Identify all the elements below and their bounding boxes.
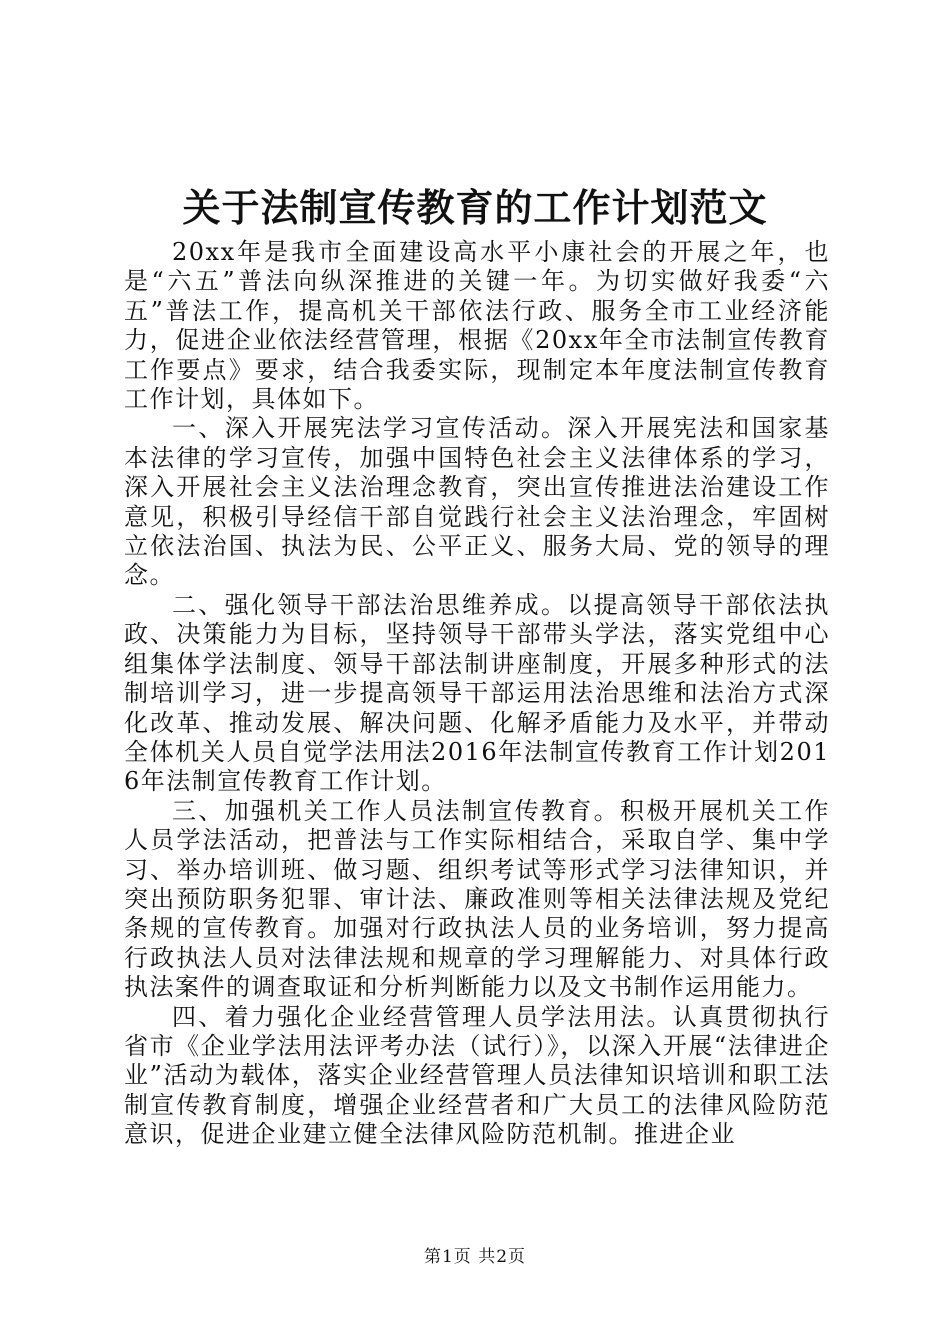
section-3-paragraph: 三、加强机关工作人员法制宣传教育。积极开展机关工作人员学法活动，把普法与工作实际相结合，采取自学、集中学习、举办培训班、做习题、组织考试等形式学习法律知识，并突出预防职务犯罪、审计法、廉政准则等相关法律法规及党纪条规的宣传教育。加强对行政执法人员的业务培训，努力提高行政执法人员对法律法规和规章的学习理解能力、对具体行政执法案件的调查取证和分析判断能力以及文书制作运用能力。 [124, 796, 830, 1002]
page-number-footer: 第1页 共2页 [423, 1247, 527, 1267]
section-1-paragraph: 一、深入开展宪法学习宣传活动。深入开展宪法和国家基本法律的学习宣传，加强中国特色社会主义法律体系的学习，深入开展社会主义法治理念教育，突出宣传推进法治建设工作意见，积极引导经信干部自觉践行社会主义法治理念，牢固树立依法治国、执法为民、公平正义、服务大局、党的领导的理念。 [124, 414, 830, 590]
section-4-paragraph: 四、着力强化企业经营管理人员学法用法。认真贯彻执行省市《企业学法用法评考办法（试行）》，以深入开展“法律进企业”活动为载体，落实企业经营管理人员法律知识培训和职工法制宣传教育制度，增强企业经营者和广大员工的法律风险防范意识，促进企业建立健全法律风险防范机制。推进企业 [124, 1002, 830, 1149]
document-body [124, 238, 830, 1150]
document-title: 关于法制宣传教育的工作计划范文 [182, 185, 768, 230]
intro-paragraph: 20xx年是我市全面建设高水平小康社会的开展之年，也是“六五”普法向纵深推进的关键一年。为切实做好我委“六五”普法工作，提高机关干部依法行政、服务全市工业经济能力，促进企业依法经营管理，根据《20xx年全市法制宣传教育工作要点》要求，结合我委实际，现制定本年度法制宣传教育工作计划，具体如下。 [124, 238, 830, 414]
section-2-paragraph: 二、强化领导干部法治思维养成。以提高领导干部依法执政、决策能力为目标，坚持领导干部带头学法，落实党组中心组集体学法制度、领导干部法制讲座制度，开展多种形式的法制培训学习，进一步提高领导干部运用法治思维和法治方式深化改革、推动发展、解决问题、化解矛盾能力及水平，并带动全体机关人员自觉学法用法2016年法制宣传教育工作计划2016年法制宣传教育工作计划。 [124, 590, 830, 796]
